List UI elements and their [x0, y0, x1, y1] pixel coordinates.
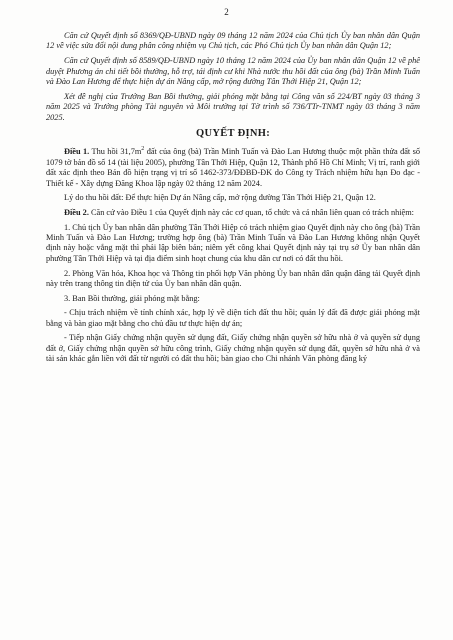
article-1-reason: Lý do thu hồi đất: Để thực hiện Dự án Nâng cấp, mở rộng đường Tân Thới Hiệp 21, Quận 12. — [64, 193, 376, 203]
preamble — [46, 31, 420, 123]
article-1-text-cont: đất của ông (bà) Trần Minh Tuấn và Đào Lan Hương thuộc một phần thửa đất số 1079 tờ bản đồ số 14 (tài liệu 2005), phường Tân Thới Hiệp, Quận 12, Thành phố Hồ Chí Minh; Vị trí, ranh giới đất xác định theo Bản đồ hiện trạng vị trí số 1462-373/ĐĐBĐ-ĐK do Công ty Trách nhiệm hữu hạn Đo đạc - Thiết kế - Xây dựng Đăng Khoa lập ngày 02 tháng 12 năm 2024. — [46, 147, 420, 188]
article-2-item: - Tiếp nhận Giấy chứng nhận quyền sử dụng đất, Giấy chứng nhận quyền sở hữu nhà ở và quyền sử dụng đất ở, Giấy chứng nhận quyền sở hữu công trình, Giấy chứng nhận quyền sử dụng đất, quyền sở hữu nhà ở và tài sản khác gắn liền với đất từ người có đất thu hồi; bàn giao cho Chi nhánh Văn phòng đăng ký — [46, 333, 420, 364]
decision-heading: QUYẾT ĐỊNH: — [196, 128, 270, 139]
article-2-items — [46, 223, 420, 365]
article-1-paragraph — [46, 144, 420, 189]
area-unit-superscript: 2 — [141, 146, 145, 153]
page-number: 2 — [224, 7, 229, 17]
preamble-paragraph: Xét đề nghị của Trưởng Ban Bồi thường, giải phóng mặt bằng tại Công văn số 224/BT ngày 03 tháng 3 năm 2025 và Trưởng phòng Tài nguyên và Môi trường tại Tờ trình số 736/TTr-TNMT ngày 03 tháng 3 năm 2025. — [46, 91, 420, 122]
article-2-label: Điều 2. — [64, 207, 89, 217]
article-1-text: Thu hồi 31,7m — [89, 147, 142, 157]
article-2-item: - Chịu trách nhiệm về tính chính xác, hợp lý về diện tích đất thu hồi; quản lý đất đã được giải phóng mặt bằng và bàn giao mặt bằng cho chủ đầu tư thực hiện dự án; — [46, 308, 420, 328]
article-2-paragraph — [46, 208, 420, 218]
preamble-paragraph: Căn cứ Quyết định số 8369/QĐ-UBND ngày 09 tháng 12 năm 2024 của Chủ tịch Ủy ban nhân dân Quận 12 về việc sửa đổi nội dung phân công nhiệm vụ Chủ tịch, các Phó Chủ tịch Ủy ban nhân dân Quận 12; — [46, 31, 420, 51]
article-1-label: Điều 1. — [64, 147, 90, 157]
article-2-item: 3. Ban Bồi thường, giải phóng mặt bằng: — [64, 293, 200, 303]
preamble-paragraph: Căn cứ Quyết định số 8589/QĐ-UBND ngày 10 tháng 12 năm 2024 của Ủy ban nhân dân Quận 12 về phê duyệt Phương án chi tiết bồi thường, hỗ trợ, tái định cư khi Nhà nước thu hồi đất của ông (bà) Trần Minh Tuấn và Đào Lan Hương để thực hiện dự án Nâng cấp, mở rộng đường Tân Thới Hiệp 21, Quận 12; — [46, 56, 420, 86]
article-2-intro: Căn cứ vào Điều 1 của Quyết định này các cơ quan, tổ chức và cá nhân liên quan có trách nhiệm: — [88, 207, 414, 217]
article-2-item: 2. Phòng Văn hóa, Khoa học và Thông tin phối hợp Văn phòng Ủy ban nhân dân quận đăng tải Quyết định này trên trang thông tin điện tử của Ủy ban nhân dân quận. — [46, 268, 420, 288]
document-body — [46, 31, 420, 369]
article-2-item: 1. Chủ tịch Ủy ban nhân dân phường Tân Thới Hiệp có trách nhiệm giao Quyết định này cho ông (bà) Trần Minh Tuấn và Đào Lan Hương; trường hợp ông (bà) Trần Minh Tuấn và Đào Lan Hương không nhận Quyết định này hoặc vắng mặt thì phải lập biên bản; niêm yết công khai Quyết định này tại trụ sở Ủy ban nhân dân phường Tân Thới Hiệp và tại địa điểm sinh hoạt chung của khu dân cư nơi có đất thu hồi. — [46, 222, 420, 263]
